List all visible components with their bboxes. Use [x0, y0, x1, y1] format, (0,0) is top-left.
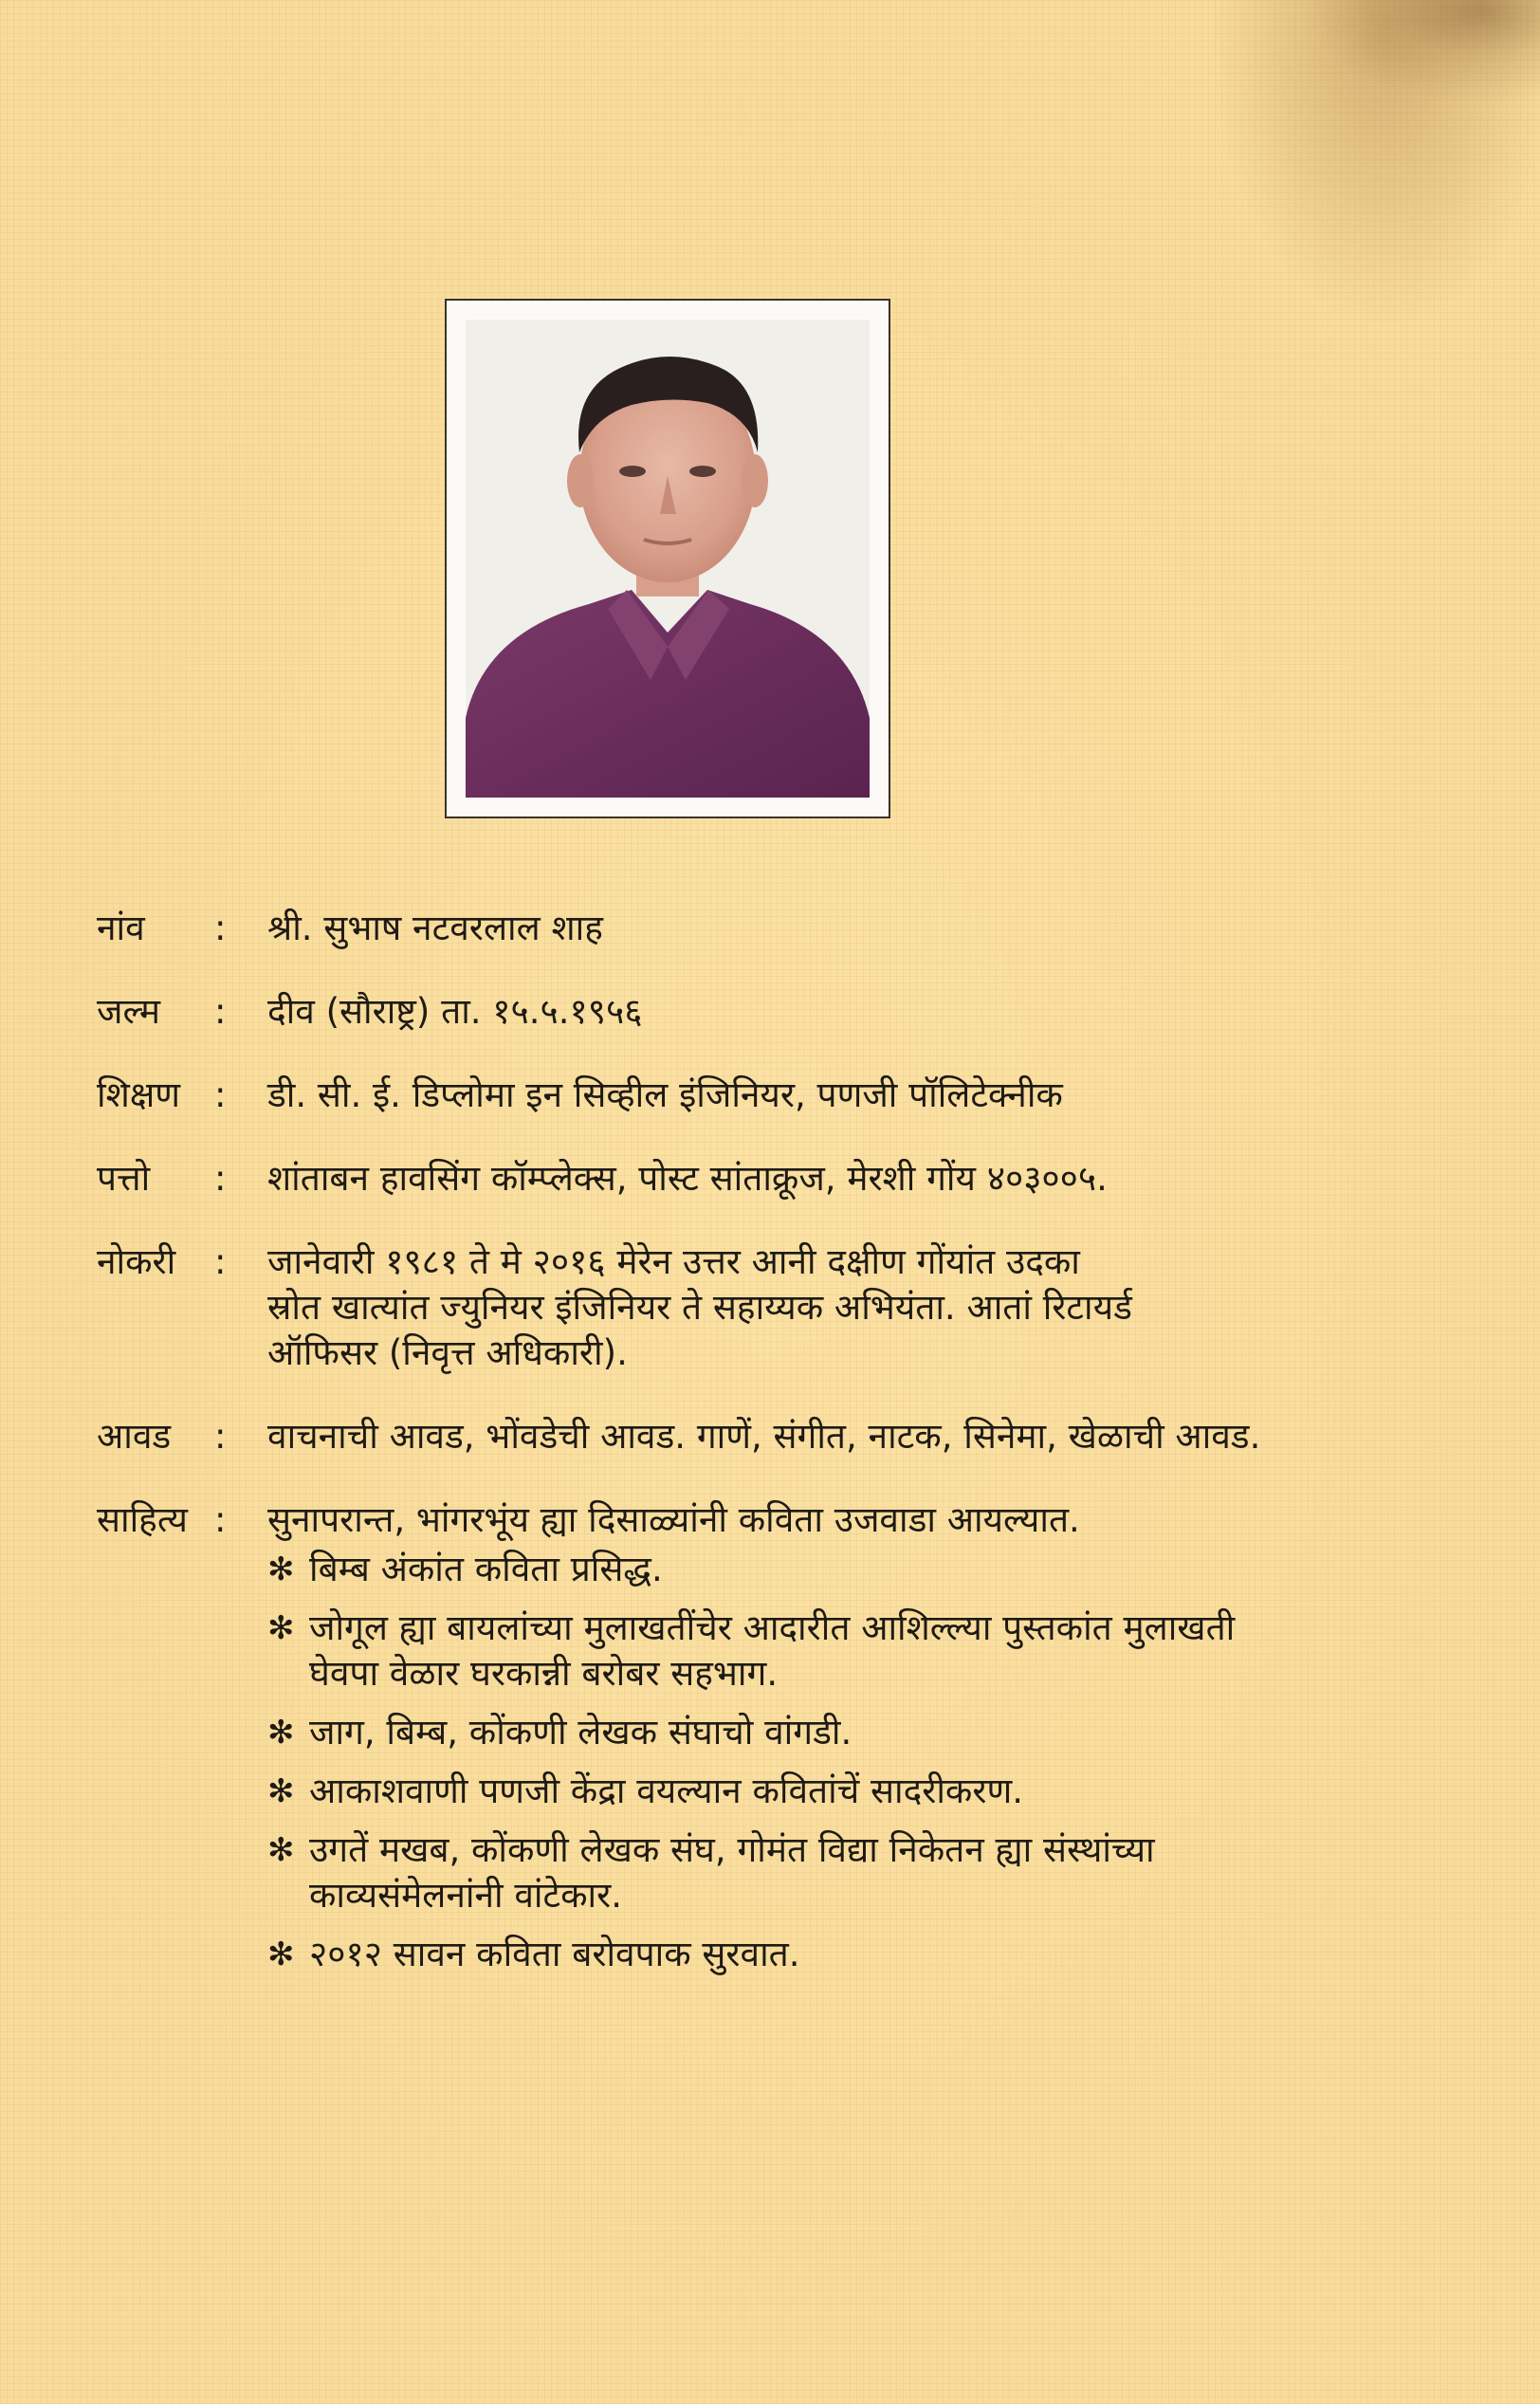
job-value	[267, 1239, 1500, 1376]
list-item-line: बिम्ब अंकांत कविता प्रसिद्ध.	[309, 1549, 663, 1589]
list-item-line: जोगूल ह्या बायलांच्या मुलाखतींचेर आदारीत आशिल्ल्या पुस्तकांत मुलाखती	[309, 1607, 1236, 1648]
bio-row-name	[97, 906, 1500, 951]
hobby-colon: :	[214, 1416, 227, 1457]
job-colon: :	[214, 1241, 227, 1282]
bio-row-address	[97, 1156, 1500, 1202]
list-item	[267, 1606, 1500, 1697]
education-value: डी. सी. ई. डिप्लोमा इन सिव्हील इंजिनियर, पणजी पॉलिटेक्नीक	[267, 1074, 1063, 1115]
job-line: जानेवारी १९८१ ते मे २०१६ मेरेन उत्तर आनी दक्षीण गोंयांत उदका	[267, 1241, 1080, 1282]
address-colon: :	[214, 1158, 227, 1199]
hobby-value: वाचनाची आवड, भोंवडेची आवड. गाणें, संगीत, नाटक, सिनेमा, खेळाची आवड.	[267, 1416, 1261, 1457]
author-photo-frame	[445, 299, 890, 818]
bio-row-job	[97, 1239, 1500, 1376]
bio-row-education	[97, 1073, 1500, 1118]
list-item	[267, 1547, 1500, 1592]
list-item-line: आकाशवाणी पणजी केंद्रा वयल्यान कवितांचें सादरीकरण.	[309, 1771, 1023, 1811]
asterisk-bullet-icon: ✻	[267, 1714, 295, 1752]
address-label: पत्तो	[97, 1158, 151, 1199]
literature-colon: :	[214, 1499, 227, 1540]
address-value: शांताबन हावसिंग कॉम्प्लेक्स, पोस्ट सांताक्रूज, मेरशी गोंय ४०३००५.	[267, 1158, 1108, 1199]
list-item-line: घेवपा वेळार घरकान्नी बरोबर सहभाग.	[309, 1653, 779, 1694]
author-bio	[97, 906, 1500, 1991]
name-colon: :	[214, 908, 227, 948]
education-label: शिक्षण	[97, 1074, 181, 1115]
bio-row-hobby	[97, 1414, 1500, 1459]
birth-label: जल्म	[97, 991, 160, 1032]
asterisk-bullet-icon: ✻	[267, 1772, 295, 1810]
birth-colon: :	[214, 991, 227, 1032]
list-item-line: जाग, बिम्ब, कोंकणी लेखक संघाचो वांगडी.	[309, 1712, 852, 1753]
asterisk-bullet-icon: ✻	[267, 1936, 295, 1973]
asterisk-bullet-icon: ✻	[267, 1609, 295, 1647]
literature-value	[267, 1497, 1500, 1991]
name-value: श्री. सुभाष नटवरलाल शाह	[267, 908, 603, 948]
hobby-label: आवड	[97, 1416, 172, 1457]
job-label: नोकरी	[97, 1241, 176, 1282]
list-item	[267, 1932, 1500, 1977]
asterisk-bullet-icon: ✻	[267, 1831, 295, 1869]
name-label: नांव	[97, 908, 145, 948]
bio-row-birth	[97, 989, 1500, 1035]
job-line: स्रोत खात्यांत ज्युनियर इंजिनियर ते सहाय्यक अभियंता. आतां रिटायर्ड	[267, 1287, 1132, 1328]
literature-intro: सुनापरान्त, भांगरभूंय ह्या दिसाळ्यांनी कविता उजवाडा आयल्यात.	[267, 1499, 1080, 1540]
list-item	[267, 1769, 1500, 1814]
list-item-line: काव्यसंमेलनांनी वांटेकार.	[309, 1875, 623, 1916]
list-item	[267, 1710, 1500, 1755]
list-item	[267, 1827, 1500, 1918]
list-item-line: २०१२ सावन कविता बरोवपाक सुरवात.	[309, 1934, 800, 1974]
author-photo	[466, 320, 870, 798]
list-item-line: उगतें मखब, कोंकणी लेखक संघ, गोमंत विद्या निकेतन ह्या संस्थांच्या	[309, 1829, 1155, 1870]
birth-value: दीव (सौराष्ट्र) ता. १५.५.१९५६	[267, 991, 643, 1032]
bio-row-literature	[97, 1497, 1500, 1991]
asterisk-bullet-icon: ✻	[267, 1551, 295, 1588]
author-portrait-illustration	[466, 320, 870, 798]
education-colon: :	[214, 1074, 227, 1115]
literature-label: साहित्य	[97, 1499, 189, 1540]
paper-stain	[1303, 0, 1540, 104]
literature-list	[267, 1547, 1500, 1977]
job-line: ऑफिसर (निवृत्त अधिकारी).	[267, 1332, 628, 1373]
